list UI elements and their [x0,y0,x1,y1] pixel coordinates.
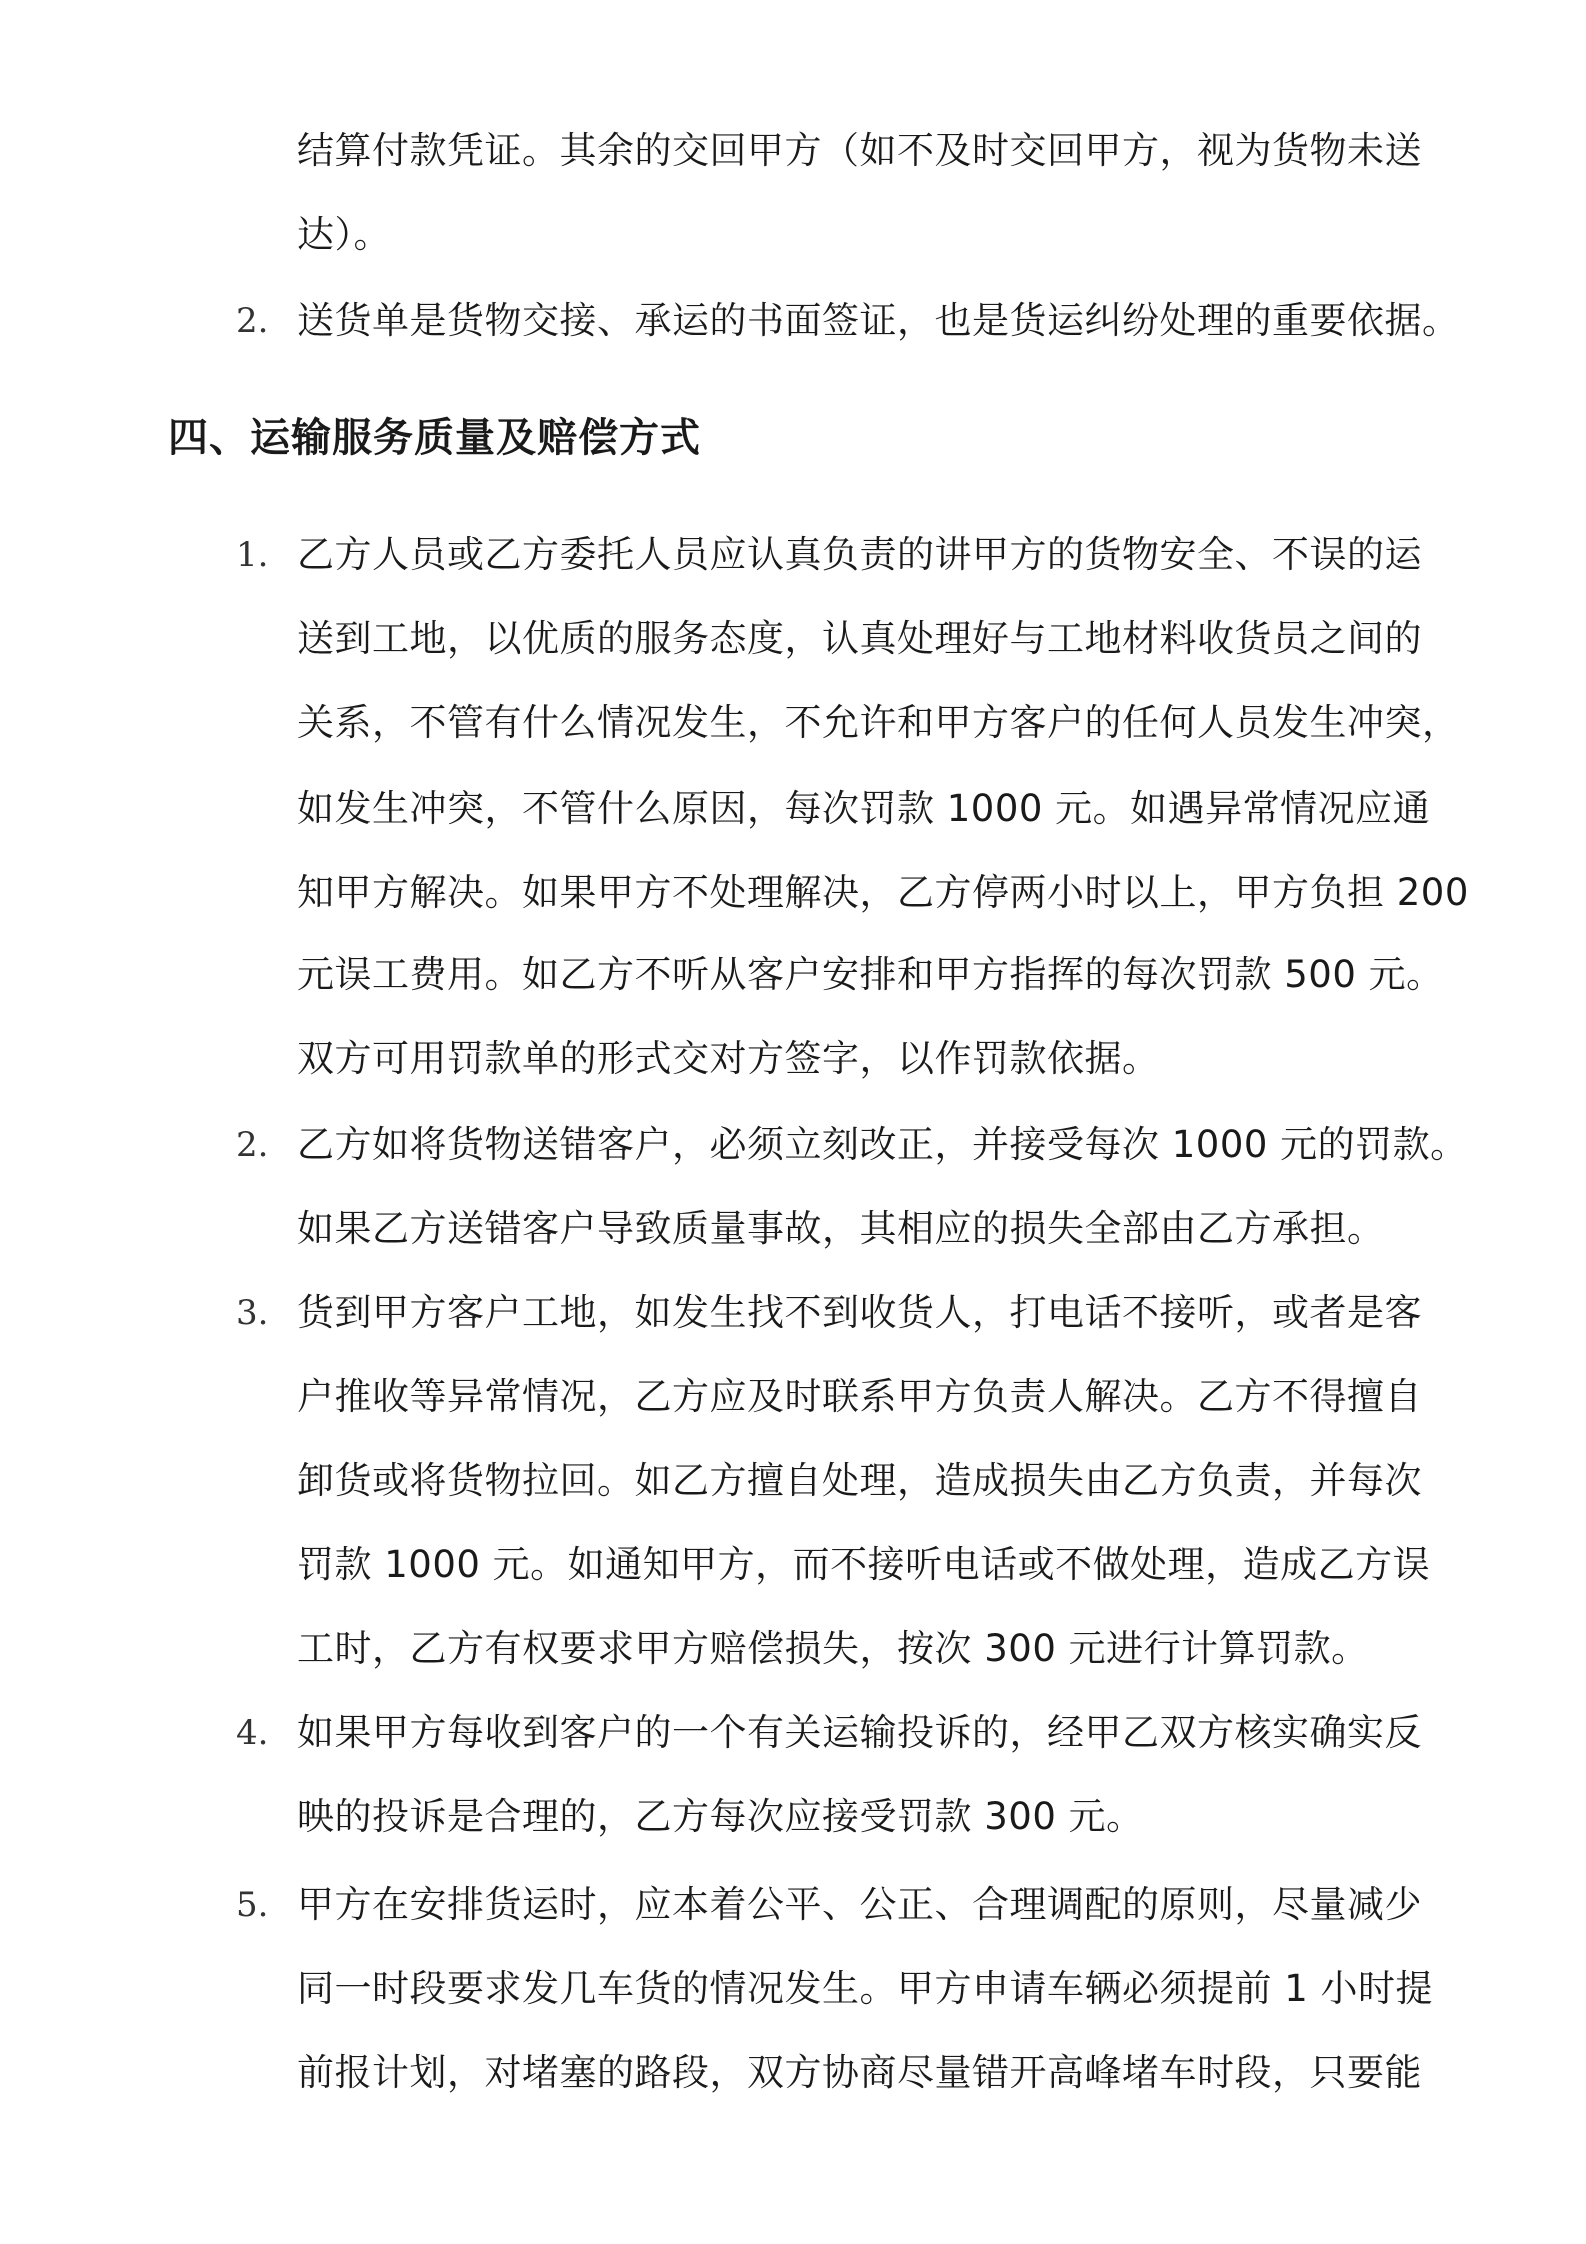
list-number: 4. [236,1713,269,1753]
paragraph-line: 甲方在安排货运时，应本着公平、公正、合理调配的原则，尽量减少 [297,1883,1422,1926]
paragraph-line: 乙方如将货物送错客户，必须立刻改正，并接受每次 1000 元的罚款。 [297,1123,1468,1166]
paragraph-line: 货到甲方客户工地，如发生找不到收货人，打电话不接听，或者是客 [297,1291,1422,1334]
paragraph-line: 知甲方解决。如果甲方不处理解决，乙方停两小时以上，甲方负担 200 [297,871,1469,914]
list-number: 3. [236,1293,269,1333]
paragraph-line: 映的投诉是合理的，乙方每次应接受罚款 300 元。 [297,1795,1144,1838]
paragraph-line: 结算付款凭证。其余的交回甲方（如不及时交回甲方，视为货物未送 [297,129,1422,172]
paragraph-line: 卸货或将货物拉回。如乙方擅自处理，造成损失由乙方负责，并每次 [297,1459,1422,1502]
paragraph-line: 双方可用罚款单的形式交对方签字，以作罚款依据。 [297,1037,1160,1080]
paragraph-line: 同一时段要求发几车货的情况发生。甲方申请车辆必须提前 1 小时提 [297,1967,1434,2010]
paragraph-line: 户推收等异常情况，乙方应及时联系甲方负责人解决。乙方不得擅自 [297,1375,1422,1418]
paragraph-line: 达）。 [297,213,391,256]
paragraph-line: 罚款 1000 元。如通知甲方，而不接听电话或不做处理，造成乙方误 [297,1543,1431,1586]
paragraph-line: 如果乙方送错客户导致质量事故，其相应的损失全部由乙方承担。 [297,1207,1385,1250]
section-heading: 四、运输服务质量及赔偿方式 [168,415,701,461]
paragraph-line: 乙方人员或乙方委托人员应认真负责的讲甲方的货物安全、不误的运 [297,533,1422,576]
paragraph-line: 关系，不管有什么情况发生，不允许和甲方客户的任何人员发生冲突， [297,701,1460,744]
paragraph-line: 工时，乙方有权要求甲方赔偿损失，按次 300 元进行计算罚款。 [297,1627,1369,1670]
list-number: 1. [236,535,269,575]
list-number: 5. [236,1885,269,1925]
paragraph-line: 如发生冲突，不管什么原因，每次罚款 1000 元。如遇异常情况应通 [297,787,1431,830]
paragraph-line: 送货单是货物交接、承运的书面签证，也是货运纠纷处理的重要依据。 [297,299,1460,342]
paragraph-line: 如果甲方每收到客户的一个有关运输投诉的，经甲乙双方核实确实反 [297,1711,1422,1754]
paragraph-line: 送到工地，以优质的服务态度，认真处理好与工地材料收货员之间的 [297,617,1422,660]
list-number: 2. [236,1125,269,1165]
list-number: 2. [236,301,269,341]
paragraph-line: 元误工费用。如乙方不听从客户安排和甲方指挥的每次罚款 500 元。 [297,953,1444,996]
paragraph-line: 前报计划，对堵塞的路段，双方协商尽量错开高峰堵车时段，只要能 [297,2051,1422,2094]
